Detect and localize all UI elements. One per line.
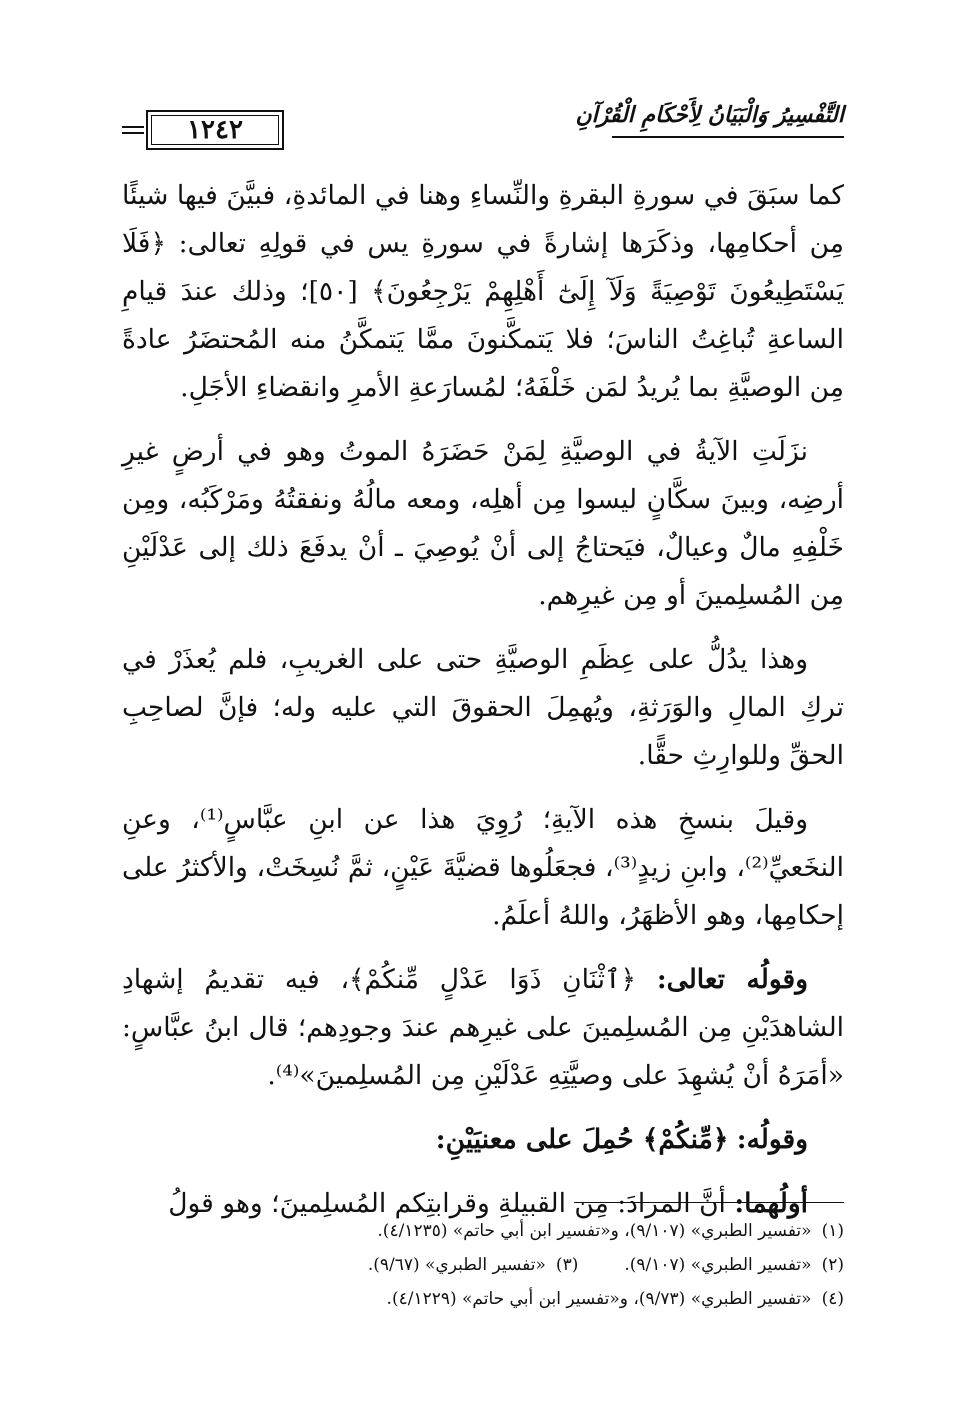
main-text — [122, 172, 844, 1244]
paragraph-text: أنَّ المرادَ: مِن القبيلةِ وقرابتِكم المُسلِمينَ؛ وهو قولُ — [168, 1188, 726, 1219]
page-header — [122, 98, 844, 152]
paragraph-text: ﴿ٱثْنَانِ ذَوَا عَدْلٍ مِّنكُمْ﴾، فيه تقديمُ إشهادِ الشاهدَيْنِ مِن المُسلِمينَ على غيرِهم عندَ وجودِهم؛ قال ابنُ عبَّاسٍ: «أمَرَهُ أنْ يُشهِدَ على وصيَّتِهِ عَدْلَيْنِ مِن المُسلِمينَ»⁽⁴⁾. — [122, 964, 844, 1091]
footnote-number: (٤) — [821, 1289, 844, 1309]
paragraph — [122, 956, 844, 1100]
footnote-text: «تفسير الطبري» (٩/٦٧). — [367, 1255, 546, 1275]
footnote-text: «تفسير الطبري» (٩/١٠٧). — [624, 1255, 812, 1275]
paragraph — [122, 636, 844, 780]
paragraph — [122, 428, 844, 620]
footnote-number: (٢) — [821, 1255, 844, 1275]
paragraph-text: ﴿مِّنكُمْ﴾ حُمِلَ على معنيَيْنِ: — [435, 1124, 729, 1155]
page-number-frame — [146, 110, 284, 150]
footnote — [368, 1248, 579, 1282]
footnote-number: (١) — [821, 1221, 844, 1241]
paragraph-text: كما سبَقَ في سورةِ البقرةِ والنِّساءِ وهنا في المائدةِ، فبيَّنَ فيها شيئًا مِن أحكامِها، وذكَرَها إشارةً في سورةِ يس في قولِهِ تعالى: ﴿فَلَا يَسْتَطِيعُونَ تَوْصِيَةً وَلَآ إِلَىٰٓ أَهْلِهِمْ يَرْجِعُونَ﴾ [٥٠]؛ وذلك عندَ قيامِ الساعةِ تُباغِتُ الناسَ؛ فلا يَتمكَّنونَ ممَّا يَتمكَّنُ منه المُحتضَرُ عادةً مِن الوصيَّةِ بما يُريدُ لمَن خَلْفَهُ؛ لمُسارَعةِ الأمرِ وانقضاءِ الأجَلِ. — [122, 180, 844, 403]
title-underline — [612, 136, 844, 138]
footnote-text: «تفسير الطبري» (٩/١٠٧)، و«تفسير ابن أبي حاتم» (٤/١٢٣٥). — [377, 1221, 812, 1241]
footnote-row — [124, 1214, 844, 1248]
paragraph — [122, 172, 844, 412]
paragraph-text: نزَلَتِ الآيةُ في الوصيَّةِ لِمَنْ حَضَرَهُ الموتُ وهو في أرضٍ غيرِ أرضِه، وبينَ سكَّانٍ ليسوا مِن أهلِه، ومعه مالُهُ ونفقتُهُ ومَرْكَبُه، ومِن خَلْفِهِ مالٌ وعيالٌ، فيَحتاجُ إلى أنْ يُوصِيَ ـ أنْ يدفَعَ ذلك إلى عَدْلَيْنِ مِن المُسلِمينَ أو مِن غيرِهم. — [122, 436, 844, 611]
paragraph-lead: وقولُه: — [736, 1124, 808, 1155]
running-title: التَّفْسِيرُ وَالْبَيَانُ لِأَحْكَامِ الْقُرْآنِ — [575, 102, 844, 128]
footnote-text: «تفسير الطبري» (٩/٧٣)، و«تفسير ابن أبي حاتم» (٤/١٢٢٩). — [386, 1289, 812, 1309]
paragraph — [122, 796, 844, 940]
footnotes — [124, 1214, 844, 1316]
footnote-row — [124, 1248, 844, 1282]
footnote-separator — [574, 1202, 844, 1203]
header-double-rule — [122, 126, 144, 128]
footnote — [624, 1248, 844, 1282]
paragraph — [122, 1116, 844, 1164]
paragraph-text: وقيلَ بنسخِ هذه الآيةِ؛ رُوِيَ هذا عن ابنِ عبَّاسٍ⁽¹⁾، وعنِ النخَعيِّ⁽²⁾، وابنِ زيدٍ⁽³⁾، فجعَلُوها قضيَّةَ عَيْنٍ، ثمَّ نُسِخَتْ، والأكثرُ على إحكامِها، وهو الأظهَرُ، واللهُ أعلَمُ. — [122, 804, 844, 931]
paragraph-lead: وقولُه تعالى: — [656, 964, 808, 995]
page-number: ١٢٤٢ — [187, 115, 243, 145]
paragraph-lead: أولُهما: — [734, 1188, 808, 1219]
footnote-row — [124, 1282, 844, 1316]
footnote-number: (٣) — [555, 1255, 579, 1275]
footnote — [387, 1282, 844, 1316]
footnote — [377, 1214, 844, 1248]
paragraph-text: وهذا يدُلُّ على عِظَمِ الوصيَّةِ حتى على الغريبِ، فلم يُعذَرْ في تركِ المالِ والوَرَثةِ، ويُهمِلَ الحقوقَ التي عليه وله؛ فإنَّ لصاحِبِ الحقِّ وللوارِثِ حقًّا. — [122, 644, 844, 771]
